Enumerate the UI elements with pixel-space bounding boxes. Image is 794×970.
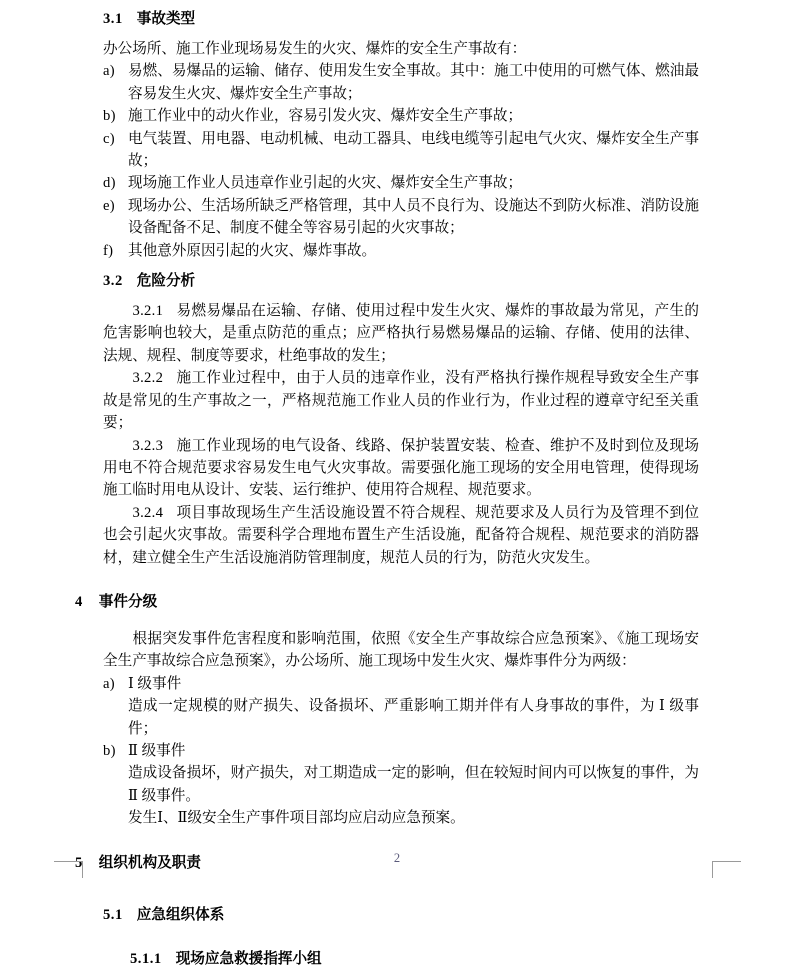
list-marker: e)	[103, 197, 115, 214]
paragraph-number: 3.2.1	[132, 303, 164, 320]
list-item-text: 电气装置、用电器、电动机械、电动工器具、电线电缆等引起电气火灾、爆炸安全生产事故；	[128, 130, 699, 170]
heading-5-title: 组织机构及职责	[98, 854, 201, 871]
spacer-after-3-1	[0, 30, 794, 38]
paragraph-3-2-2	[103, 367, 699, 434]
heading-5-1-1-number: 5.1.1	[130, 950, 162, 967]
heading-5-1-number: 5.1	[103, 906, 123, 923]
paragraph-text: 施工作业过程中，由于人员的违章作业，没有严格执行操作规程导致安全生产事故是常见的生产事故之一，严格规范施工作业人员的作业行为，作业过程的遵章守纪至关重要；	[103, 370, 699, 432]
spacer-before-4	[0, 569, 794, 591]
heading-3-2-number: 3.2	[103, 273, 123, 290]
page-number-footer: 2	[393, 851, 401, 865]
paragraph-3-2-3	[103, 435, 699, 502]
list-item-text: 造成设备损坏，财产损失，对工期造成一定的影响，但在较短时间内可以恢复的事件，为 Ⅱ 级事件。	[128, 765, 699, 804]
list-item-title: Ⅱ 级事件	[128, 742, 186, 759]
list-marker: a)	[103, 675, 115, 692]
list-item-4-a	[103, 673, 699, 740]
paragraph-number: 3.2.2	[132, 370, 164, 387]
heading-3-2	[103, 270, 794, 292]
heading-5-1	[103, 904, 794, 926]
spacer-after-5-1	[0, 926, 794, 948]
crop-mark-bottom-left-icon	[54, 861, 83, 878]
crop-mark-bottom-right-icon	[712, 861, 741, 878]
list-marker: d)	[103, 175, 116, 192]
spacer-before-5	[0, 830, 794, 852]
paragraph-text: 易燃易爆品在运输、存储、使用过程中发生火灾、爆炸的事故最为常见，产生的危害影响也较大，是重点防范的重点；应严格执行易燃易爆品的运输、存储、使用的法律、法规、规程、制度等要求，杜绝事故的发生；	[103, 303, 699, 364]
paragraph-4-lead: 根据突发事件危害程度和影响范围，依照《安全生产事故综合应急预案》、《施工现场安全生产事故综合应急预案》，办公场所、施工现场中发生火灾、爆炸事件分为两级：	[103, 630, 699, 670]
list-item-4-b	[103, 740, 699, 830]
list-item-3-1-e	[103, 195, 699, 240]
list-item-text: 造成一定规模的财产损失、设备损坏、严重影响工期并伴有人身事故的事件，为 Ⅰ 级事件；	[128, 698, 699, 737]
paragraph-text: 项目事故现场生产生活设施设置不符合规程、规范要求及人员行为及管理不到位也会引起火灾事故。需要科学合理地布置生产生活设施，配备符合规程、规范要求的消防器材，建立健全生产生活设施消防管理制度，规范人员的行为，防范火灾发生。	[103, 504, 699, 566]
list-marker: a)	[103, 63, 115, 80]
paragraph-3-2-1	[103, 300, 699, 367]
list-marker: b)	[103, 108, 116, 125]
list-item-text: 施工作业中的动火作业，容易引发火灾、爆炸安全生产事故；	[128, 108, 523, 125]
heading-5-number: 5	[75, 854, 83, 871]
spacer-after-5	[0, 874, 794, 904]
list-marker: c)	[103, 130, 115, 147]
spacer-after-3-2	[0, 292, 794, 300]
list-marker: b)	[103, 742, 116, 759]
heading-4-number: 4	[75, 593, 83, 610]
paragraph-text: 施工作业现场的电气设备、线路、保护装置安装、检查、维护不及时到位及现场用电不符合规范要求容易发生电气火灾事故。需要强化施工现场的安全用电管理，使得现场施工临时用电从设计、安装、运行维护、使用符合规程、规范要求。	[103, 437, 699, 499]
list-item-3-1-f	[103, 240, 699, 262]
paragraph-3-1-lead: 办公场所、施工作业现场易发生的火灾、爆炸的安全生产事故有：	[103, 41, 527, 57]
list-closing-text: 发生Ⅰ、Ⅱ级安全生产事件项目部均应启动应急预案。	[128, 810, 465, 827]
paragraph-number: 3.2.4	[132, 504, 164, 521]
heading-3-1-number: 3.1	[103, 11, 123, 27]
spacer-before-3-2	[0, 262, 794, 270]
spacer-top	[0, 0, 794, 8]
spacer-after-4	[0, 613, 794, 628]
list-item-3-1-b	[103, 105, 699, 127]
list-item-text: 其他意外原因引起的火灾、爆炸事故。	[128, 242, 377, 259]
list-item-3-1-d	[103, 172, 699, 194]
list-item-3-1-c	[103, 128, 699, 173]
heading-5-1-title: 应急组织体系	[136, 906, 225, 923]
heading-3-1	[103, 8, 794, 30]
list-item-3-1-a	[103, 60, 699, 105]
list-item-title: Ⅰ 级事件	[128, 675, 182, 692]
heading-3-1-title: 事故类型	[136, 11, 196, 27]
paragraph-3-2-4	[103, 502, 699, 569]
list-item-text: 现场办公、生活场所缺乏严格管理，其中人员不良行为、设施达不到防火标准、消防设施设备配备不足、制度不健全等容易引起的火灾事故；	[128, 197, 699, 237]
list-marker: f)	[103, 242, 114, 259]
heading-4-title: 事件分级	[98, 593, 158, 610]
list-item-text: 易燃、易爆品的运输、储存、使用发生安全事故。其中：施工中使用的可燃气体、燃油最容易发生火灾、爆炸安全生产事故；	[128, 63, 699, 102]
paragraph-number: 3.2.3	[132, 437, 164, 454]
heading-3-2-title: 危险分析	[136, 273, 196, 290]
heading-5-1-1-title: 现场应急救援指挥小组	[175, 950, 322, 967]
heading-5-1-1	[130, 948, 794, 970]
list-item-text: 现场施工作业人员违章作业引起的火灾、爆炸安全生产事故；	[128, 175, 523, 192]
heading-4	[75, 591, 794, 613]
